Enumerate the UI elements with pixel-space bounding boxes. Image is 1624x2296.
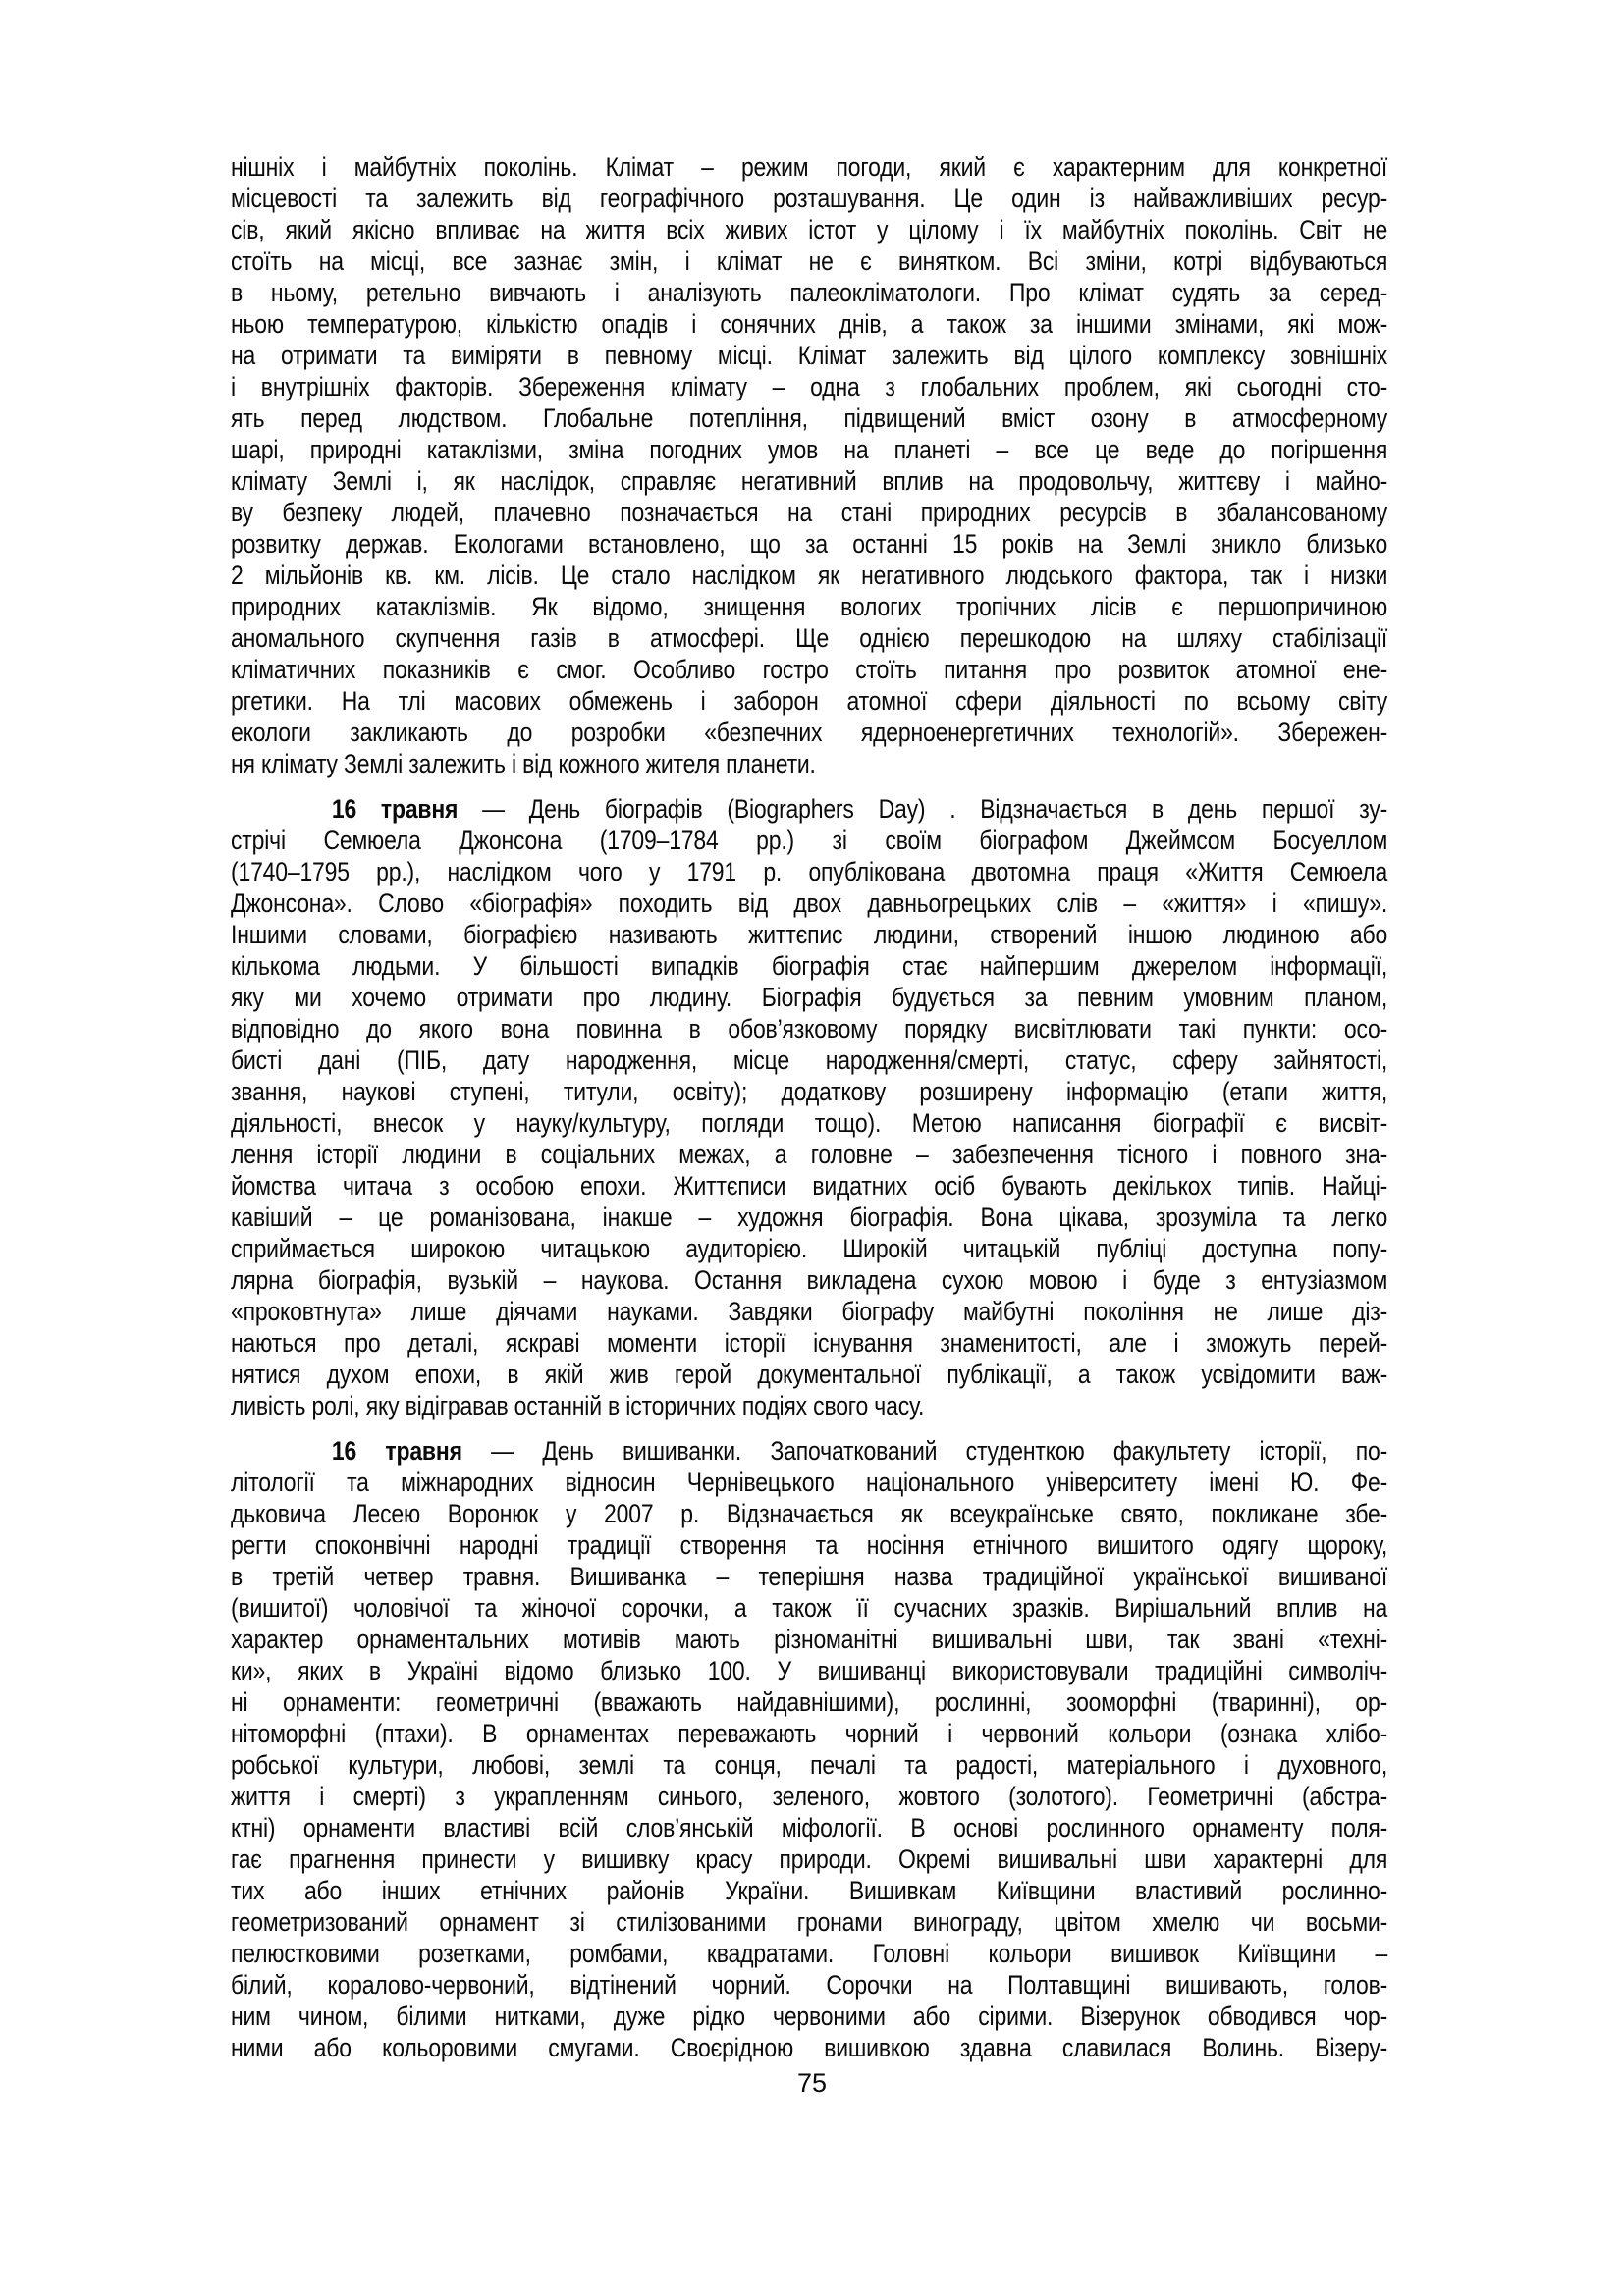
text-segment: шарі, природні катаклізми, зміна погодних умов на планеті – все це веде до погіршення — [231, 435, 1388, 464]
text-line — [231, 1969, 1387, 2001]
text-segment: — День вишиванки. Започаткований студенткою факультету історії, по- — [461, 1436, 1388, 1466]
text-segment: нітоморфні (птахи). В орнаментах переважають чорний і червоний кольори (ознака хлібо- — [231, 1719, 1388, 1748]
text-line — [231, 245, 1387, 277]
text-segment: природних катаклізмів. Як відомо, знищення вологих тропічних лісів є першопричиною — [231, 592, 1388, 621]
text-segment: і внутрішніх факторів. Збереження клімату – одна з глобальних проблем, які сьогодні сто- — [231, 372, 1388, 401]
text-line — [231, 591, 1387, 622]
text-segment: геометризований орнамент зі стилізованими гронами винограду, цвітом хмелю чи восьми- — [231, 1907, 1388, 1937]
text-segment: ву безпеку людей, плачевно позначається на стані природних ресурсів в збалансованому — [231, 498, 1388, 527]
text-segment: аномального скупчення газів в атмосфері. Ще однією перешкодою на шляху стабілізації — [231, 623, 1388, 653]
text-segment: (1740–1795 рр.), наслідком чого у 1791 р. опублікована двотомна праця «Життя Семюела — [231, 857, 1388, 886]
text-segment: нішніх і майбутніх поколінь. Клімат – режим погоди, який є характерним для конкретної — [231, 152, 1388, 182]
text-line — [231, 151, 1387, 183]
text-segment: кліматичних показників є смог. Особливо гостро стоїть питання про розвиток атомної ене- — [231, 655, 1388, 684]
text-line — [231, 497, 1387, 528]
text-segment: робської культури, любові, землі та сонця, печалі та радості, матеріального і духовного, — [231, 1750, 1388, 1780]
text-line — [231, 793, 1387, 825]
text-line — [231, 1013, 1387, 1044]
text-segment: відповідно до якого вона повинна в обов’язковому порядку висвітлювати такі пункти: осо- — [231, 1014, 1388, 1043]
text-line — [231, 1875, 1387, 1906]
text-segment: 2 мільйонів кв. км. лісів. Це стало наслідком як негативного людського фактора, так і низки — [231, 561, 1388, 590]
text-line — [231, 528, 1387, 560]
text-segment: клімату Землі і, як наслідок, справляє негативний вплив на продовольчу, життєву і майно- — [231, 466, 1388, 496]
paragraph-climate-continuation — [231, 151, 1387, 779]
text-line — [231, 1718, 1387, 1749]
text-line — [231, 1812, 1387, 1843]
text-line — [231, 1467, 1387, 1498]
text-line — [231, 2001, 1387, 2032]
text-segment: кавіший – це романізована, інакше – художня біографія. Вона цікава, зрозуміла та легко — [231, 1202, 1388, 1232]
text-segment: наються про деталі, яскраві моменти історії існування знаменитості, але і зможуть перей- — [231, 1328, 1388, 1358]
text-line — [231, 1781, 1387, 1812]
text-segment: пелюстковими розетками, ромбами, квадратами. Головні кольори вишивок Київщини – — [231, 1939, 1388, 1968]
text-line — [231, 1390, 1387, 1421]
text-line — [231, 1233, 1387, 1264]
date-heading: 16 травня — [331, 1436, 462, 1466]
text-line — [231, 1264, 1387, 1296]
text-line — [231, 308, 1387, 340]
text-segment: розвитку держав. Екологами встановлено, що за останні 15 років на Землі зникло близько — [231, 529, 1388, 559]
text-segment: білий, коралово-червоний, відтінений чорний. Сорочки на Полтавщині вишивають, голов- — [231, 1970, 1388, 2000]
text-segment: ня клімату Землі залежить і від кожного жителя планети. — [231, 749, 816, 778]
text-segment: (вишитої) чоловічої та жіночої сорочки, а також її сучасних зразків. Вирішальний вплив на — [231, 1593, 1388, 1623]
text-line — [231, 1044, 1387, 1076]
text-line — [231, 654, 1387, 685]
text-line — [231, 402, 1387, 434]
text-line — [231, 1327, 1387, 1359]
text-segment: ки», яких в Україні відомо близько 100. У вишиванці використовували традиційні символіч- — [231, 1656, 1388, 1685]
text-line — [231, 1561, 1387, 1592]
text-line — [231, 465, 1387, 497]
text-segment: в третій четвер травня. Вишиванка – теперішня назва традиційної української вишиваної — [231, 1562, 1388, 1591]
text-segment: ргетики. На тлі масових обмежень і заборон атомної сфери діяльності по всьому світу — [231, 686, 1388, 716]
text-segment: тих або інших етнічних районів України. Вишивкам Київщини властивий рослинно- — [231, 1876, 1388, 1905]
text-line — [231, 434, 1387, 465]
text-segment: регти споконвічні народні традиції створення та носіння етнічного вишитого одягу щороку, — [231, 1530, 1388, 1560]
text-line — [231, 1938, 1387, 1969]
text-segment: життя і смерті) з украпленням синього, зеленого, жовтого (золотого). Геометричні (абстра- — [231, 1782, 1388, 1811]
text-line — [231, 1107, 1387, 1139]
text-segment: в ньому, ретельно вивчають і аналізують палеокліматологи. Про клімат судять за серед- — [231, 278, 1388, 307]
text-segment: сів, який якісно впливає на життя всіх живих істот у цілому і їх майбутніх поколінь. Світ не — [231, 215, 1388, 244]
text-segment: лярна біографія, вузькій – наукова. Остання викладена сухою мовою і буде з ентузіазмом — [231, 1265, 1388, 1295]
text-line — [231, 1201, 1387, 1233]
text-line — [231, 856, 1387, 887]
text-line — [231, 622, 1387, 654]
text-segment: «проковтнута» лише діячами науками. Завдяки біографу майбутні покоління не лише діз- — [231, 1297, 1388, 1326]
text-segment: сприймається широкою читацькою аудиторією. Широкій читацькій публіці доступна попу- — [231, 1234, 1388, 1263]
text-segment: ктні) орнаменти властиві всій слов’янській міфології. В основі рослинного орнаменту поля- — [231, 1813, 1388, 1842]
text-line — [231, 748, 1387, 779]
text-line — [231, 1592, 1387, 1624]
text-line — [231, 1843, 1387, 1875]
text-line — [231, 1498, 1387, 1529]
text-segment: характер орнаментальних мотивів мають різноманітні вишивальні шви, так звані «техні- — [231, 1625, 1388, 1654]
paragraph-biographers-day — [231, 793, 1387, 1421]
text-line — [231, 1359, 1387, 1390]
text-segment: ними або кольоровими смугами. Своєрідною вишивкою здавна славилася Волинь. Візеру- — [231, 2033, 1388, 2062]
text-line — [231, 560, 1387, 591]
text-segment: Джонсона». Слово «біографія» походить від двох давньогрецьких слів – «життя» і «пишу». — [231, 888, 1388, 918]
text-segment: звання, наукові ступені, титули, освіту); додаткову розширену інформацію (етапи життя, — [231, 1077, 1388, 1106]
date-heading: 16 травня — [331, 794, 459, 824]
text-segment: стрічі Семюела Джонсона (1709–1784 рр.) зі своїм біографом Джеймсом Босуеллом — [231, 826, 1388, 855]
text-segment: місцевості та залежить від географічного розташування. Це один із найважливіших ресур- — [231, 184, 1388, 213]
text-line — [231, 277, 1387, 308]
text-segment: ньою температурою, кількістю опадів і сонячних днів, а також за іншими змінами, які мож- — [231, 309, 1388, 339]
text-line — [231, 1529, 1387, 1561]
text-line — [231, 982, 1387, 1013]
text-line — [231, 340, 1387, 371]
text-line — [231, 919, 1387, 950]
text-segment: літології та міжнародних відносин Чернівецького національного університету імені Ю. Фе- — [231, 1468, 1388, 1497]
text-segment: лення історії людини в соціальних межах, а головне – забезпечення тісного і повного зна- — [231, 1140, 1388, 1169]
text-segment: яку ми хочемо отримати про людину. Біографія будується за певним умовним планом, — [231, 983, 1388, 1012]
text-segment: йомства читача з особою епохи. Життєписи видатних осіб бувають декількох типів. Найці- — [231, 1171, 1388, 1201]
text-segment: кількома людьми. У більшості випадків біографія стає найпершим джерелом інформації, — [231, 951, 1388, 981]
text-line — [231, 1655, 1387, 1686]
text-line — [231, 825, 1387, 856]
text-segment: ливість ролі, яку відігравав останній в історичних подіях свого часу. — [231, 1391, 925, 1420]
text-line — [231, 950, 1387, 982]
text-segment: гає прагнення принести у вишивку красу природи. Окремі вишивальні шви характерні для — [231, 1844, 1388, 1874]
text-line — [231, 1624, 1387, 1655]
text-line — [231, 1906, 1387, 1938]
text-segment: екологи закликають до розробки «безпечних ядерноенергетичних технологій». Збережен- — [231, 718, 1388, 747]
text-line — [231, 2032, 1387, 2063]
text-line — [231, 214, 1387, 245]
text-segment: нятися духом епохи, в якій жив герой документальної публікації, а також усвідомити важ- — [231, 1360, 1388, 1389]
text-line — [231, 1139, 1387, 1170]
text-line — [231, 1686, 1387, 1718]
text-segment: стоїть на місці, все зазнає змін, і клімат не є винятком. Всі зміни, котрі відбуваються — [231, 246, 1388, 276]
text-segment: на отримати та виміряти в певному місці. Клімат залежить від цілого комплексу зовнішніх — [231, 341, 1388, 370]
text-line — [231, 1076, 1387, 1107]
text-line — [231, 685, 1387, 717]
text-segment: Іншими словами, біографією називають життєпис людини, створений іншою людиною або — [231, 920, 1388, 949]
text-segment: ять перед людством. Глобальне потепління, підвищений вміст озону в атмосферному — [231, 403, 1388, 433]
text-segment: дьковича Лесею Воронюк у 2007 р. Відзначається як всеукраїнське свято, покликане збе- — [231, 1499, 1388, 1528]
text-line — [231, 371, 1387, 402]
page-number: 75 — [796, 2068, 828, 2098]
text-line — [231, 717, 1387, 748]
text-line — [231, 887, 1387, 919]
text-line — [231, 1170, 1387, 1201]
text-segment: бисті дані (ПІБ, дату народження, місце народження/смерті, статус, сферу зайнятості, — [231, 1045, 1388, 1075]
text-segment: ним чином, білими нитками, дуже рідко червоними або сірими. Візерунок обводився чор- — [231, 2002, 1388, 2031]
text-line — [231, 1749, 1387, 1781]
text-segment: діяльності, внесок у науку/культуру, погляди тощо). Метою написання біографії є висвіт- — [231, 1108, 1388, 1138]
text-segment: ні орнаменти: геометричні (вважають найдавнішими), рослинні, зооморфні (тваринні), ор- — [231, 1687, 1388, 1717]
text-segment: — День біографів (Biographers Day) . Відзначається в день першої зу- — [458, 794, 1388, 824]
text-block — [231, 151, 1387, 2063]
paragraph-vyshyvanka-day — [231, 1435, 1387, 2063]
text-line — [231, 1296, 1387, 1327]
text-line — [231, 1435, 1387, 1467]
text-line — [231, 183, 1387, 214]
